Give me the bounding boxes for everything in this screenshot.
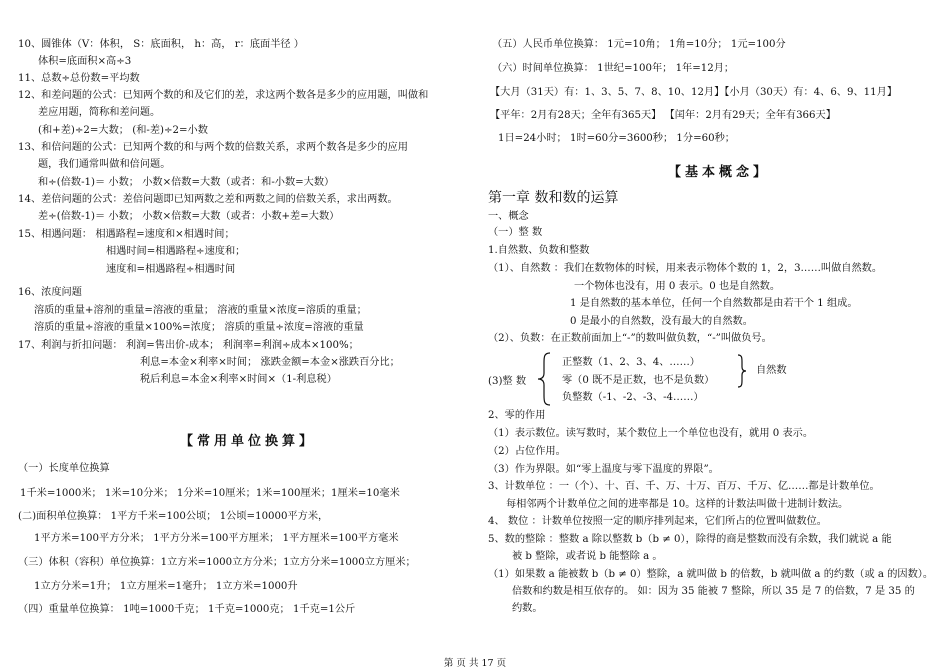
unit-line: （一）长度单位换算 xyxy=(18,463,110,474)
body-line: （1）、自然数 ：我们在数物体的时候，用来表示物体个数的 1，2，3……叫做自然数。 xyxy=(488,263,883,274)
integer-item: 负整数（-1、-2、-3、-4……） xyxy=(562,392,704,403)
formula-line: (和+差)÷2=大数； (和-差)÷2=小数 xyxy=(38,125,208,136)
formula-line: 17、利润与折扣问题： 利润=售出价-成本； 利润率=利润÷成本×100%； xyxy=(18,340,359,351)
body-line: （2）占位作用。 xyxy=(488,446,566,457)
unit-line: （五）人民币单位换算： 1元=10角； 1角=10分； 1元=100分 xyxy=(492,39,786,50)
body-line: 被 b 整除，或者说 b 能整除 a 。 xyxy=(512,551,663,562)
unit-line: 1立方分米=1升； 1立方厘米=1毫升； 1立方米=1000升 xyxy=(34,581,298,592)
body-line: 每相邻两个计数单位之间的进率都是 10。这样的计数法叫做十进制计数法。 xyxy=(506,499,849,510)
unit-line: 1千米=1000米； 1米=10分米； 1分米=10厘米；1米=100厘米；1厘米=10毫米 xyxy=(20,488,400,499)
body-line: 5、数的整除 ：整数 a 除以整数 b（b ≠ 0），除得的商是整数而没有余数，我们就说 a 能 xyxy=(488,534,892,545)
formula-line: 11、总数÷总份数=平均数 xyxy=(18,73,140,84)
body-line: 倍数和约数是相互依存的。 如：因为 35 能被 7 整除，所以 35 是 7 的倍数，7 是 35 的 xyxy=(512,586,915,597)
month-line: 【大月（31天）有：1、3、5、7、8、10、12月】【小月（30天）有：4、6、9、11月】 xyxy=(490,87,898,98)
body-line: 2、零的作用 xyxy=(488,410,546,421)
time-line: 1日=24小时； 1时=60分=3600秒； 1分=60秒； xyxy=(498,133,735,144)
integer-label: (3)整 数 xyxy=(488,376,527,387)
unit-line: (二)面积单位换算： 1平方千米=100公顷； 1公顷=10000平方米， xyxy=(18,511,329,522)
body-line: 约数。 xyxy=(512,603,543,614)
body-line: （一）整 数 xyxy=(488,227,543,238)
body-line: 一个物体也没有，用 0 表示。0 也是自然数。 xyxy=(574,281,781,292)
formula-line: 差应用题，简称和差问题。 xyxy=(38,107,161,118)
body-line: （2）、负数：在正数前面加上“-”的数叫做负数，“-”叫做负号。 xyxy=(488,333,772,344)
unit-line: （三）体积（容积）单位换算：1立方米=1000立方分米；1立方分米=1000立方厘米； xyxy=(18,557,416,568)
natural-number-label: 自然数 xyxy=(756,365,787,376)
formula-line: 溶质的重量+溶剂的重量=溶液的重量； 溶液的重量×浓度=溶质的重量； xyxy=(34,305,367,316)
body-line: （3）作为界限。如“零上温度与零下温度的界限”。 xyxy=(488,464,719,475)
unit-line: （四）重量单位换算： 1吨=1000千克； 1千克=1000克； 1千克=1公斤 xyxy=(18,604,356,615)
concepts-section-title: 【基本概念】 xyxy=(668,165,771,180)
formula-line: 速度和=相遇路程÷相遇时间 xyxy=(106,264,236,275)
body-line: 1.自然数、负数和整数 xyxy=(488,245,590,256)
body-line: 0 是最小的自然数，没有最大的自然数。 xyxy=(570,316,753,327)
formula-line: 差÷(倍数-1)＝ 小数； 小数×倍数=大数（或者：小数+差=大数） xyxy=(38,211,340,222)
year-line: 【平年：2月有28天；全年有365天】 【闰年：2月有29天；全年有366天】 xyxy=(490,110,836,121)
formula-line: 题，我们通常叫做和倍问题。 xyxy=(38,159,171,170)
formula-line: 15、相遇问题： 相遇路程=速度和×相遇时间； xyxy=(18,229,235,240)
integer-item: 零（0 既不是正数，也不是负数） xyxy=(562,375,715,386)
body-line: 1 是自然数的基本单位，任何一个自然数都是由若干个 1 组成。 xyxy=(570,298,858,309)
formula-line: 14、差倍问题的公式：差倍问题即已知两数之差和两数之间的倍数关系，求出两数。 xyxy=(18,194,398,205)
units-section-title: 【常用单位换算】 xyxy=(180,434,317,449)
body-line: 一、概念 xyxy=(488,211,529,222)
body-line: 4、 数位 ：计数单位按照一定的顺序排列起来，它们所占的位置叫做数位。 xyxy=(488,516,827,527)
integer-item: 正整数（1、2、3、4、……） xyxy=(562,357,700,368)
formula-line: 13、和倍问题的公式：已知两个数的和与两个数的倍数关系，求两个数各是多少的应用 xyxy=(18,142,408,153)
formula-line: 16、浓度问题 xyxy=(18,287,82,298)
formula-line: 体积=底面积×高÷3 xyxy=(38,56,132,67)
chapter-title: 第一章 数和数的运算 xyxy=(488,190,619,206)
unit-line: （六）时间单位换算： 1世纪=100年； 1年=12月； xyxy=(492,63,735,74)
body-line: 3、计数单位 ：一（个）、十、百、千、万、十万、百万、千万、亿……都是计数单位。 xyxy=(488,481,880,492)
right-brace-icon xyxy=(736,353,748,389)
formula-line: 相遇时间=相遇路程÷速度和； xyxy=(106,246,246,257)
formula-line: 10、圆锥体（V：体积， S：底面积， h：高， r：底面半径 ） xyxy=(18,39,304,50)
formula-line: 和÷(倍数-1)＝ 小数； 小数×倍数=大数（或者：和-小数=大数） xyxy=(38,177,335,188)
formula-line: 溶质的重量÷溶液的重量×100%=浓度； 溶质的重量÷浓度=溶液的重量 xyxy=(34,322,364,333)
page-footer: 第 页 共 17 页 xyxy=(443,658,507,669)
formula-line: 12、和差问题的公式：已知两个数的和及它们的差，求这两个数各是多少的应用题，叫做和 xyxy=(18,90,429,101)
formula-line: 利息=本金×利率×时间； 涨跌金额=本金×涨跌百分比； xyxy=(140,357,400,368)
unit-line: 1平方米=100平方分米； 1平方分米=100平方厘米； 1平方厘米=100平方毫米 xyxy=(34,533,399,544)
formula-line: 税后利息=本金×利率×时间×（1-利息税） xyxy=(140,374,337,385)
body-line: （1）表示数位。读写数时，某个数位上一个单位也没有，就用 0 表示。 xyxy=(488,428,814,439)
left-brace-icon xyxy=(536,351,552,407)
body-line: （1）如果数 a 能被数 b（b ≠ 0）整除，a 就叫做 b 的倍数，b 就叫做 a 的约数（或 a 的因数）。 xyxy=(488,569,934,580)
